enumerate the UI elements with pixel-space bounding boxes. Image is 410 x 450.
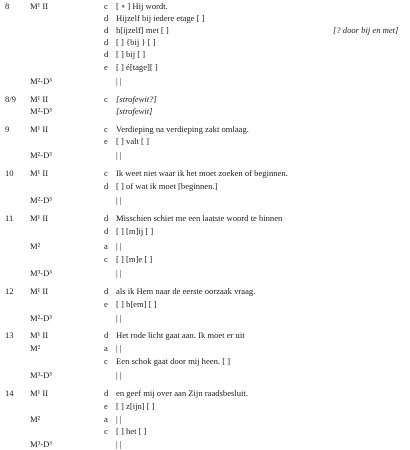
version-letter: c <box>104 124 108 134</box>
variant-text: | | <box>116 343 122 353</box>
apparatus-line <box>0 342 410 354</box>
source-siglum: M³-D³ <box>30 268 52 278</box>
version-letter: c <box>104 168 108 178</box>
line-number: 11 <box>5 213 14 223</box>
apparatus-line <box>0 400 410 412</box>
line-number: 9 <box>5 124 10 134</box>
version-letter: d <box>104 330 109 340</box>
variant-text: | | <box>116 313 122 323</box>
margin-note: [? door bij en met] <box>333 25 399 35</box>
variant-text: Een schok gaat door mij heen. [ ] <box>116 356 231 366</box>
source-siglum: M²-D³ <box>30 76 52 86</box>
version-letter: a <box>104 343 108 353</box>
variant-text: [ ∘ ] Hij wordt. <box>116 1 168 11</box>
version-letter: e <box>104 401 108 411</box>
apparatus-line <box>0 12 410 24</box>
source-siglum: M¹ II <box>30 388 49 398</box>
version-letter: c <box>104 356 108 366</box>
apparatus-line <box>0 212 410 224</box>
variant-text: [ ] é[tage][ ] <box>116 62 158 72</box>
version-letter: e <box>104 62 108 72</box>
apparatus-line <box>0 298 410 310</box>
line-number: 10 <box>5 168 14 178</box>
line-number: 12 <box>5 286 14 296</box>
apparatus-line <box>0 253 410 265</box>
variant-text: [ ] [m]e [ ] <box>116 254 153 264</box>
apparatus-line <box>0 75 410 87</box>
variant-text: en geef mij over aan Zijn raadsbesluit. <box>116 388 248 398</box>
apparatus-line <box>0 369 410 381</box>
version-letter: a <box>104 241 108 251</box>
apparatus-line <box>0 329 410 341</box>
variant-text: [ ] h[em] [ ] <box>116 299 157 309</box>
variant-text: Ik weet niet waar ik het moet zoeken of beginnen. <box>116 168 288 178</box>
variant-text: | | <box>116 195 122 205</box>
variant-text: [ ] of wat ik moet [beginnen.] <box>116 181 218 191</box>
version-letter: d <box>104 286 109 296</box>
source-siglum: M¹ II <box>30 94 49 104</box>
apparatus-line <box>0 135 410 147</box>
variant-text: | | <box>116 150 122 160</box>
variant-text: | | <box>116 439 122 449</box>
source-siglum: M²-D³ <box>30 313 52 323</box>
version-letter: c <box>104 94 108 104</box>
apparatus-line <box>0 355 410 367</box>
variant-text: [ ] het [ ] <box>116 426 147 436</box>
version-letter: d <box>104 13 109 23</box>
variant-text: [strofewit] <box>116 106 153 116</box>
line-number: 8 <box>5 1 10 11</box>
variant-text: [strofewit?] <box>116 94 157 104</box>
version-letter: d <box>104 213 109 223</box>
apparatus-line <box>0 0 410 12</box>
variant-text: [ ] valt [ ] <box>116 136 149 146</box>
apparatus-line <box>0 225 410 237</box>
apparatus-line <box>0 285 410 297</box>
version-letter: e <box>104 136 108 146</box>
source-siglum: M² <box>30 414 41 424</box>
apparatus-line <box>0 425 410 437</box>
source-siglum: M² <box>30 241 41 251</box>
variant-text: als ik Hem naar de eerste oorzaak vraag. <box>116 286 256 296</box>
apparatus-line <box>0 180 410 192</box>
version-letter: d <box>104 388 109 398</box>
line-number: 14 <box>5 388 14 398</box>
version-letter: c <box>104 254 108 264</box>
line-number: 13 <box>5 330 14 340</box>
source-siglum: M²-D³ <box>30 150 52 160</box>
apparatus-line <box>0 123 410 135</box>
version-letter: d <box>104 25 109 35</box>
variant-text: [ ] z[ijn] [ ] <box>116 401 155 411</box>
apparatus-line <box>0 48 410 60</box>
apparatus-line <box>0 105 410 117</box>
apparatus-line <box>0 267 410 279</box>
variant-text: | | <box>116 76 122 86</box>
source-siglum: M²-D³ <box>30 195 52 205</box>
version-letter: c <box>104 426 108 436</box>
variant-text: Het rode licht gaat aan. Ik moet er uit <box>116 330 245 340</box>
variant-text: | | <box>116 414 122 424</box>
apparatus-line <box>0 36 410 48</box>
version-letter: a <box>104 414 108 424</box>
variant-text: h[ijzelf] met [ ] <box>116 25 169 35</box>
line-number: 8/9 <box>5 94 16 104</box>
variant-text: | | <box>116 268 122 278</box>
apparatus-line <box>0 240 410 252</box>
apparatus-line <box>0 61 410 73</box>
version-letter: d <box>104 226 109 236</box>
variant-text: Hijzelf bij iedere etage [ ] <box>116 13 205 23</box>
version-letter: d <box>104 37 109 47</box>
source-siglum: M¹ II <box>30 1 49 11</box>
source-siglum: M³-D³ <box>30 370 52 380</box>
version-letter: e <box>104 299 108 309</box>
variant-text: [ ] {bij } [ ] <box>116 37 156 47</box>
variant-text: [ ] [m]ij [ ] <box>116 226 154 236</box>
apparatus-line <box>0 149 410 161</box>
variant-text: [ ] bij [ ] <box>116 49 146 59</box>
apparatus-line <box>0 24 410 36</box>
version-letter: d <box>104 49 109 59</box>
variant-text: | | <box>116 370 122 380</box>
source-siglum: M¹ II <box>30 213 49 223</box>
variant-text: Misschien schiet me een laatste woord te binnen <box>116 213 283 223</box>
variant-text: | | <box>116 241 122 251</box>
apparatus-line <box>0 167 410 179</box>
version-letter: c <box>104 1 108 11</box>
apparatus-line <box>0 312 410 324</box>
apparatus-line <box>0 93 410 105</box>
source-siglum: M² <box>30 343 41 353</box>
apparatus-line <box>0 194 410 206</box>
apparatus-line <box>0 438 410 450</box>
source-siglum: M¹ II <box>30 286 49 296</box>
source-siglum: M¹ II <box>30 124 49 134</box>
source-siglum: M¹ II <box>30 330 49 340</box>
source-siglum: M³-D³ <box>30 439 52 449</box>
source-siglum: M²-D³ <box>30 106 52 116</box>
apparatus-line <box>0 413 410 425</box>
apparatus-line <box>0 387 410 399</box>
source-siglum: M¹ II <box>30 168 49 178</box>
version-letter: d <box>104 181 109 191</box>
variant-text: Verdieping na verdieping zakt omlaag. <box>116 124 249 134</box>
